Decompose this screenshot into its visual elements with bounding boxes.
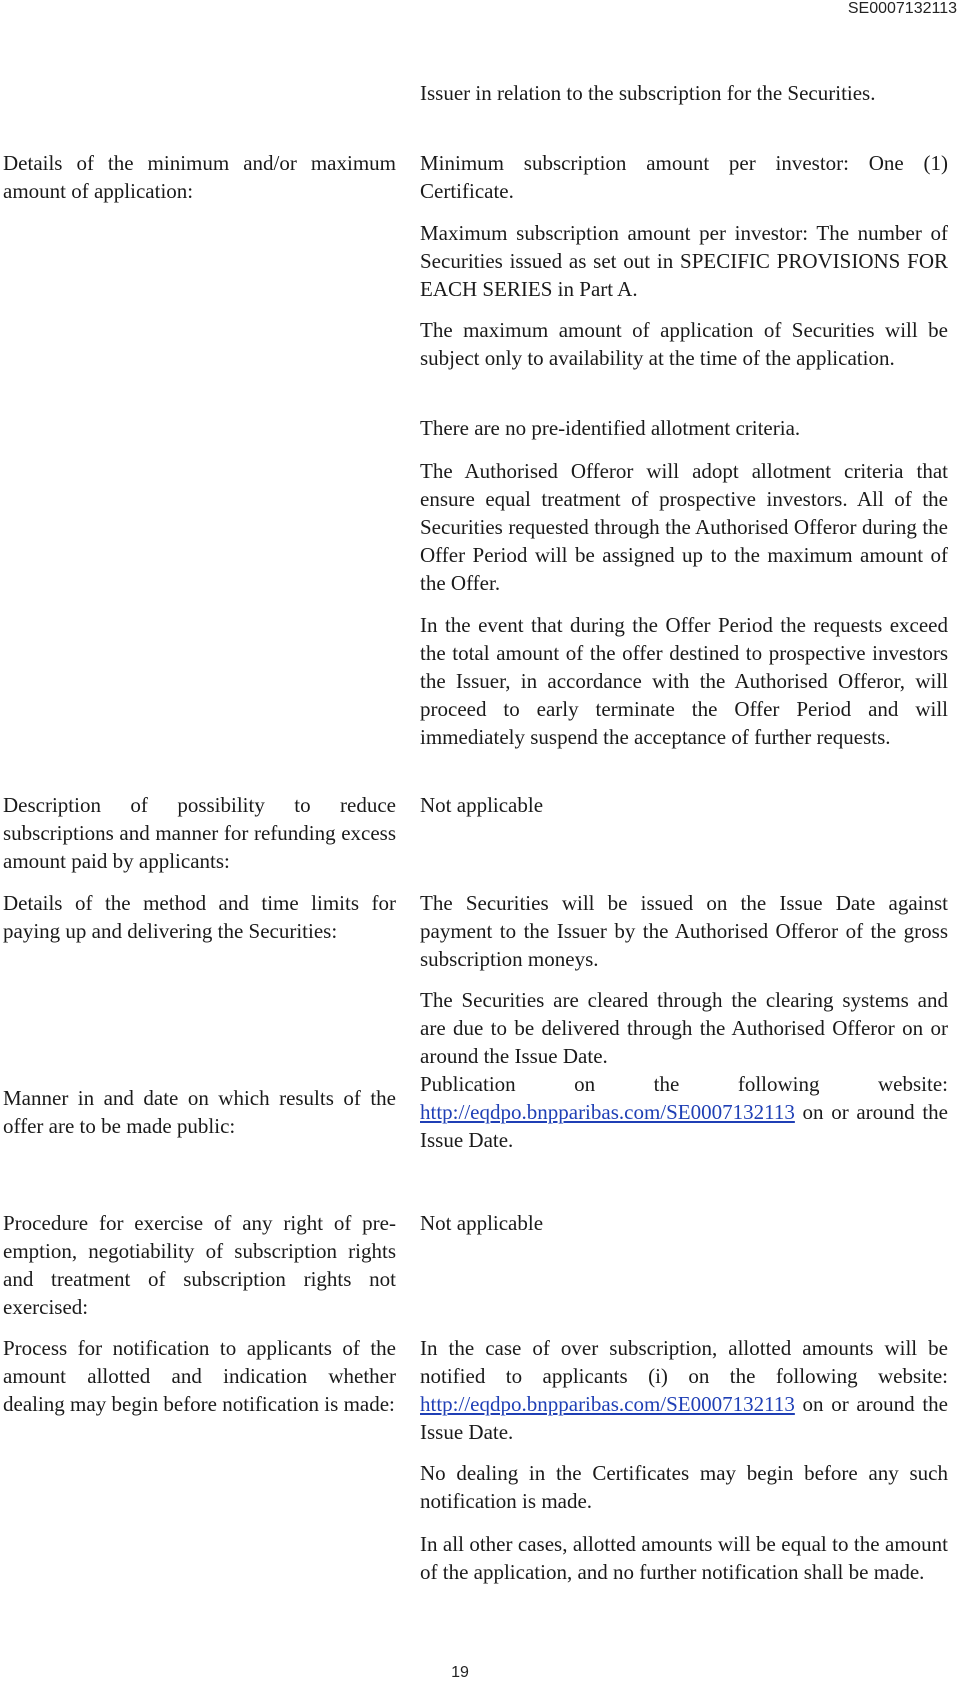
results-publication-suffix: on or around the Issue Date. [420, 1100, 948, 1152]
notification-website-text [420, 1334, 948, 1446]
results-publication-text [420, 1070, 948, 1154]
results-website-link[interactable]: http://eqdpo.bnpparibas.com/SE0007132113 [420, 1100, 795, 1124]
allotment-criteria-text: The Authorised Offeror will adopt allotment criteria that ensure equal treatment of prospective investors. All of the Securities requested through the Authorised Offeror during the Offer Period will be assigned up to the maximum amount of the Offer. [420, 459, 948, 595]
label-notification-process: Process for notification to applicants of the amount allotted and indication whether dealing may begin before notification is made: [3, 1336, 396, 1416]
early-termination-text: In the event that during the Offer Period the requests exceed the total amount of the offer destined to prospective investors the Issuer, in accordance with the Authorised Offeror, will proceed to early terminate the Offer Period and will immediately suspend the acceptance of further requests. [420, 613, 948, 749]
page-number: 19 [451, 1664, 469, 1681]
issue-payment-text: The Securities will be issued on the Issue Date against payment to the Issuer by the Authorised Offeror of the gross subscription moneys. [420, 891, 948, 971]
document-code: SE0007132113 [847, 0, 957, 17]
label-pre-emption: Procedure for exercise of any right of pre-emption, negotiability of subscription rights and treatment of subscription rights not exercised: [3, 1211, 396, 1319]
label-paying-delivering: Details of the method and time limits for paying up and delivering the Securities: [3, 891, 396, 943]
notification-suffix: on or around the Issue Date. [420, 1392, 948, 1444]
r1-right-text: Issuer in relation to the subscription for the Securities. [420, 81, 876, 105]
label-min-max-application: Details of the minimum and/or maximum amount of application: [3, 151, 396, 203]
notification-prefix: In the case of over subscription, allotted amounts will be notified to applicants (i) on the following website: [420, 1336, 948, 1388]
label-reduce-subscriptions: Description of possibility to reduce subscriptions and manner for refunding excess amount paid by applicants: [3, 793, 396, 873]
max-subscription-text: Maximum subscription amount per investor: The number of Securities issued as set out in SPECIFIC PROVISIONS FOR EACH SERIES in Part A. [420, 221, 948, 301]
clearing-delivery-text: The Securities are cleared through the clearing systems and are due to be delivered through the Authorised Offeror on or around the Issue Date. [420, 988, 948, 1068]
results-publication-prefix: Publication on the following website: [420, 1072, 948, 1096]
pre-emption-value: Not applicable [420, 1211, 544, 1235]
no-dealing-text: No dealing in the Certificates may begin before any such notification is made. [420, 1461, 948, 1513]
reduce-subscriptions-value: Not applicable [420, 793, 544, 817]
min-subscription-text: Minimum subscription amount per investor: One (1) Certificate. [420, 151, 948, 203]
max-application-availability-text: The maximum amount of application of Securities will be subject only to availability at the time of the application. [420, 318, 948, 370]
no-allotment-criteria-text: There are no pre-identified allotment criteria. [420, 416, 801, 440]
notification-website-link[interactable]: http://eqdpo.bnpparibas.com/SE0007132113 [420, 1392, 795, 1416]
other-cases-text: In all other cases, allotted amounts will be equal to the amount of the application, and no further notification shall be made. [420, 1532, 948, 1584]
label-results-public: Manner in and date on which results of the offer are to be made public: [3, 1086, 396, 1138]
